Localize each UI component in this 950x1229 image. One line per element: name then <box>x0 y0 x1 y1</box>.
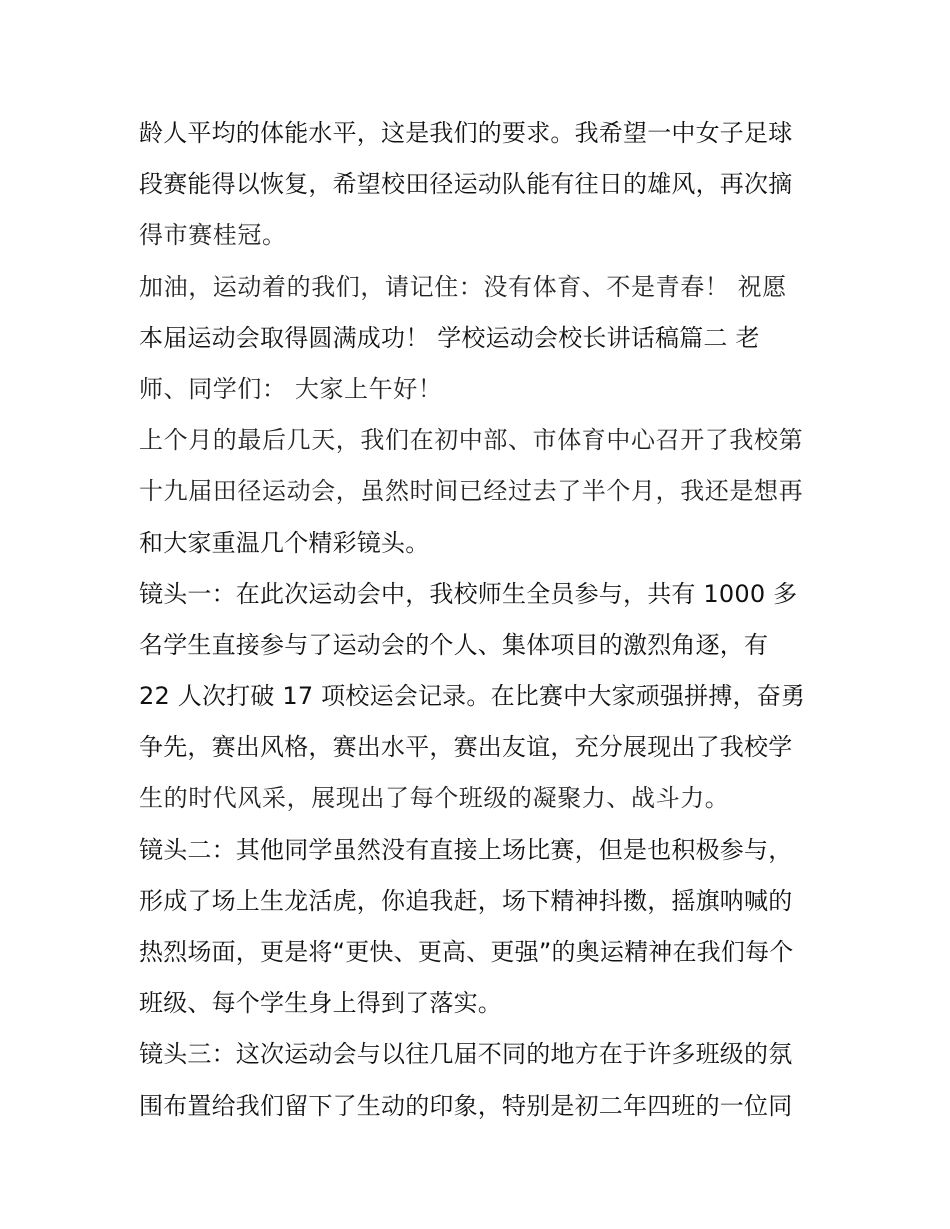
text-line-9: 和大家重温几个精彩镜头。 <box>139 528 430 557</box>
text-line-8: 十九届田径运动会，虽然时间已经过去了半个月，我还是想再 <box>139 477 804 506</box>
text-line-4: 加油，运动着的我们，请记住：没有体育、不是青春！ 祝愿 <box>139 272 787 301</box>
text-line-7: 上个月的最后几天，我们在初中部、市体育中心召开了我校第 <box>139 426 804 455</box>
text-line-1: 龄人平均的体能水平，这是我们的要求。我希望一中女子足球 <box>139 119 793 147</box>
text-line-2: 段赛能得以恢复，希望校田径运动队能有往日的雄风，再次摘 <box>139 170 793 199</box>
text-line-10: 镜头一：在此次运动会中，我校师生全员参与，共有 1000 多 <box>139 579 798 608</box>
text-line-5: 本届运动会取得圆满成功！ 学校运动会校长讲话稿篇二 老 <box>139 323 760 352</box>
document-body <box>139 108 829 1132</box>
text-line-3: 得市赛桂冠。 <box>139 221 287 250</box>
text-line-19: 镜头三：这次运动会与以往几届不同的地方在于许多班级的氛 <box>139 1040 793 1069</box>
text-line-12: 22 人次打破 17 项校运会记录。在比赛中大家顽强拼搏，奋勇 <box>139 682 806 711</box>
text-line-17: 热烈场面，更是将“更快、更高、更强”的奥运精神在我们每个 <box>139 938 794 966</box>
text-line-20: 围布置给我们留下了生动的印象，特别是初二年四班的一位同 <box>139 1091 793 1120</box>
text-line-11: 名学生直接参与了运动会的个人、集体项目的激烈角逐，有 <box>139 630 769 659</box>
text-line-13: 争先，赛出风格，赛出水平，赛出友谊，充分展现出了我校学 <box>139 733 793 762</box>
text-line-14: 生的时代风采，展现出了每个班级的凝聚力、战斗力。 <box>139 784 730 813</box>
text-line-18: 班级、每个学生身上得到了落实。 <box>139 989 502 1018</box>
text-line-16: 形成了场上生龙活虎，你追我赶，场下精神抖擞，摇旗呐喊的 <box>139 886 793 915</box>
text-line-6: 师、同学们： 大家上午好！ <box>139 374 443 403</box>
text-line-15: 镜头二：其他同学虽然没有直接上场比赛，但是也积极参与， <box>139 835 793 864</box>
